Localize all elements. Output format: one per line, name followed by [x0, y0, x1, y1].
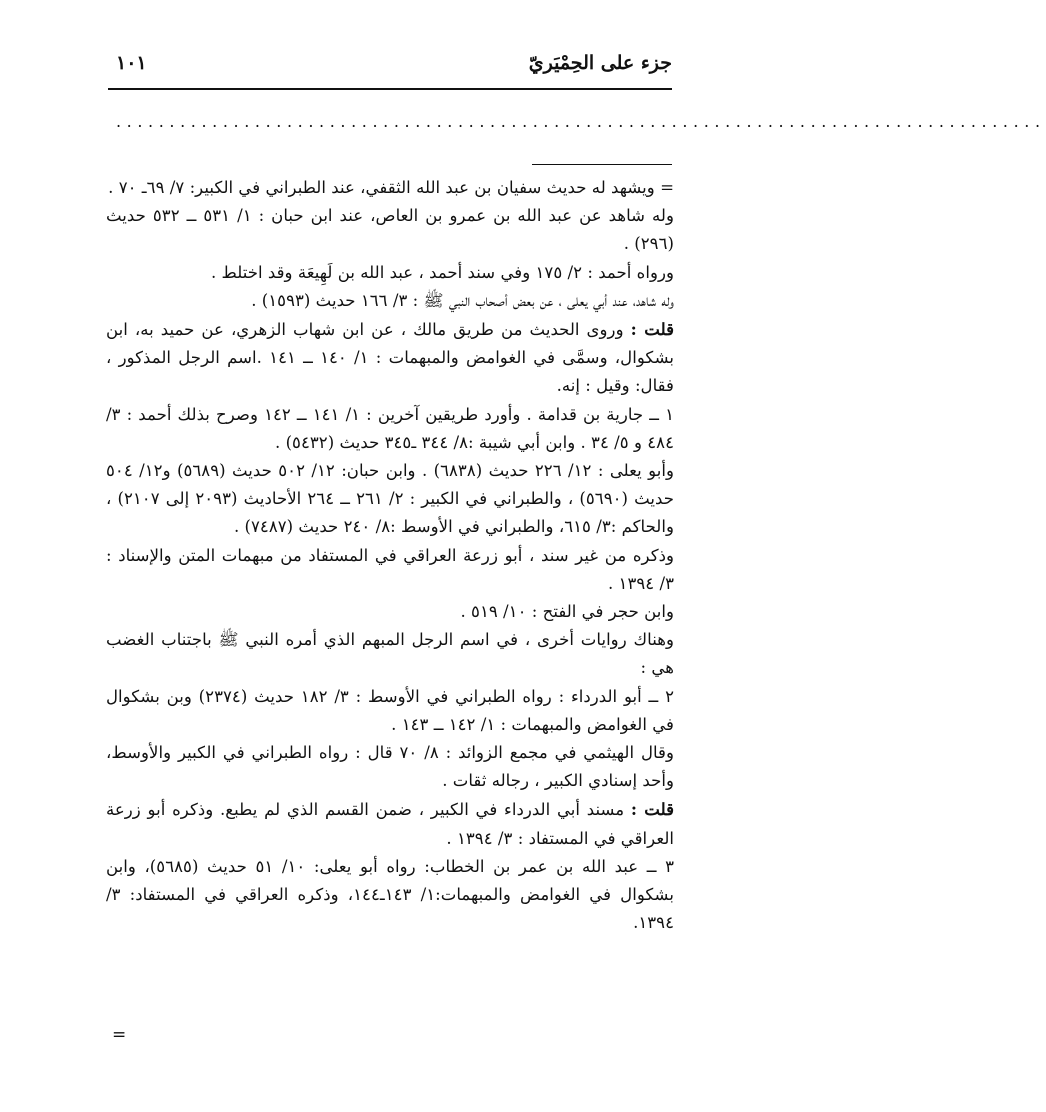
footnote-paragraph: ٣ ــ عبد الله بن عمر بن الخطاب: رواه أبو يعلى: ١٠/ ٥١ حديث (٥٦٨٥)، وابن بشكوال في الغوامض والمبهمات:١/ ١٤٣ـ١٤٤، وذكره العراقي في المستفاد: ٣/ ١٣٩٤. [106, 856, 675, 933]
footnotes [106, 174, 674, 937]
running-title: جزء على الحِمْيَريّ [528, 52, 672, 74]
footnote-paragraph: وذكره من غير سند ، أبو زرعة العراقي في المستفاد من مبهمات المتن والإسناد : ٣/ ١٣٩٤ . [106, 545, 674, 593]
footnote-rule [532, 164, 672, 165]
qultu-lead: قلت : [630, 799, 675, 820]
dotted-separator: ....................................................................................... [116, 112, 1046, 131]
header-rule [108, 88, 672, 90]
footnote-paragraph: ٢ ــ أبو الدرداء : رواه الطبراني في الأوسط : ٣/ ١٨٢ حديث (٢٣٧٤) وبن بشكوال في الغوامض والمبهمات : ١/ ١٤٢ ــ ١٤٣ . [106, 686, 674, 734]
page-number: ١٠١ [116, 52, 147, 74]
page-header [108, 50, 672, 84]
footnote-paragraph: وابن حجر في الفتح : ١٠/ ٥١٩ . [460, 602, 674, 622]
footnote-paragraph: وله شاهد عن عبد الله بن عمرو بن العاص، عند ابن حبان : ١/ ٥٣١ ــ ٥٣٢ حديث (٢٩٦) . [106, 206, 674, 254]
footnote-paragraph: ورواه أحمد : ٢/ ١٧٥ وفي سند أحمد ، عبد الله بن لَهِيعَة وقد اختلط . [210, 262, 674, 282]
footnote-paragraph [106, 795, 674, 852]
footnote-paragraph: وقال الهيثمي في مجمع الزوائد : ٨/ ٧٠ قال : رواه الطبراني في الكبير والأوسط، وأحد إسنادي الكبير ، رجاله ثقات . [106, 743, 674, 791]
footnote-text: وروى الحديث من طريق مالك ، عن ابن شهاب الزهري، عن حميد به، ابن بشكوال، وسمَّى في الغوامض والمبهمات : ١/ ١٤٠ ــ ١٤١ .اسم الرجل المذكور ، فقال: وقيل : إنه. [106, 320, 674, 396]
footnote-paragraph: وله شاهد، عند أبي يعلى ، عن بعض أصحاب النبي ﷺ : ٣/ ١٦٦ حديث (١٥٩٣) . [251, 290, 674, 310]
footnote-text: مسند أبي الدرداء في الكبير ، ضمن القسم الذي لم يطبع. وذكره أبو زرعة العراقي في المستفاد : ٣/ ١٣٩٤ . [106, 800, 674, 848]
footnote-paragraph [106, 315, 674, 401]
continuation-mark: = [112, 1025, 127, 1045]
footnote-paragraph: ١ ــ جارية بن قدامة . وأورد طريقين آخرين : ١/ ١٤١ ــ ١٤٢ وصرح بذلك أحمد : ٣/ ٤٨٤ و ٥/ ٣٤ . وابن أبي شيبة :٨/ ٣٤٤ ـ٣٤٥ حديث (٥٤٣٢) . [106, 404, 674, 452]
footnote-paragraph: وأبو يعلى : ١٢/ ٢٢٦ حديث (٦٨٣٨) . وابن حبان: ١٢/ ٥٠٢ حديث (٥٦٨٩) و١٢/ ٥٠٤ حديث (٥٦٩٠) ، والطبراني في الكبير : ٢/ ٢٦١ ــ ٢٦٤ الأحاديث (٢٠٩٣ إلى ٢١٠٧) ، والحاكم :٣/ ٦١٥، والطبراني في الأوسط :٨/ ٢٤٠ حديث (٧٤٨٧) . [106, 461, 674, 537]
qultu-lead: قلت : [630, 319, 674, 340]
footnote-paragraph: وهناك روايات أخرى ، في اسم الرجل المبهم الذي أمره النبي ﷺ باجتناب الغضب هي : [106, 630, 674, 678]
footnote-paragraph: = ويشهد له حديث سفيان بن عبد الله الثقفي، عند الطبراني في الكبير: ٧/ ٦٩ـ ٧٠ . [108, 178, 674, 197]
